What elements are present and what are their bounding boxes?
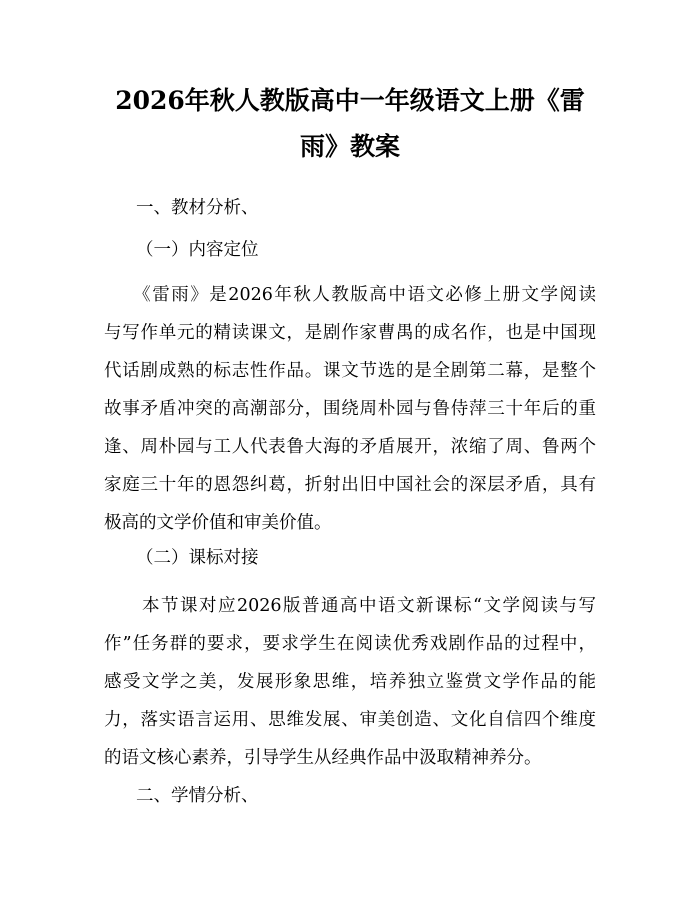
paragraph-line: 家庭三十年的恩怨纠葛，折射出旧中国社会的深层矛盾，具有 [104, 475, 596, 495]
paragraph-line: 感受文学之美，发展形象思维，培养独立鉴赏文学作品的能 [104, 672, 596, 692]
paragraph-line: 故事矛盾冲突的高潮部分，围绕周朴园与鲁侍萍三十年后的重 [104, 399, 596, 419]
paragraph-line: 作”任务群的要求，要求学生在阅读优秀戏剧作品的过程中， [104, 634, 596, 654]
paragraph-line: 本节课对应2026版普通高中语文新课标“文学阅读与写 [104, 596, 596, 616]
document-title-line-1: 2026年秋人教版高中一年级语文上册《雷 [115, 86, 585, 115]
paragraph-line: 的语文核心素养，引导学生从经典作品中汲取精神养分。 [104, 748, 542, 768]
document-title-line-2: 雨》教案 [299, 132, 400, 161]
paragraph-line: 《雷雨》是2026年秋人教版高中语文必修上册文学阅读 [104, 285, 596, 305]
section-heading-textbook-analysis: 一、教材分析、 [136, 198, 259, 218]
subsection-heading-content-positioning: （一）内容定位 [136, 240, 259, 260]
paragraph-line: 代话剧成熟的标志性作品。课文节选的是全剧第二幕，是整个 [104, 361, 596, 381]
subsection-heading-curriculum-alignment: （二）课标对接 [136, 548, 259, 568]
paragraph-line: 与写作单元的精读课文，是剧作家曹禺的成名作，也是中国现 [104, 323, 596, 343]
section-heading-student-analysis: 二、学情分析、 [136, 786, 259, 806]
paragraph-line: 极高的文学价值和审美价值。 [104, 513, 332, 533]
paragraph-line: 逢、周朴园与工人代表鲁大海的矛盾展开，浓缩了周、鲁两个 [104, 437, 596, 457]
paragraph-line: 力，落实语言运用、思维发展、审美创造、文化自信四个维度 [104, 710, 596, 730]
